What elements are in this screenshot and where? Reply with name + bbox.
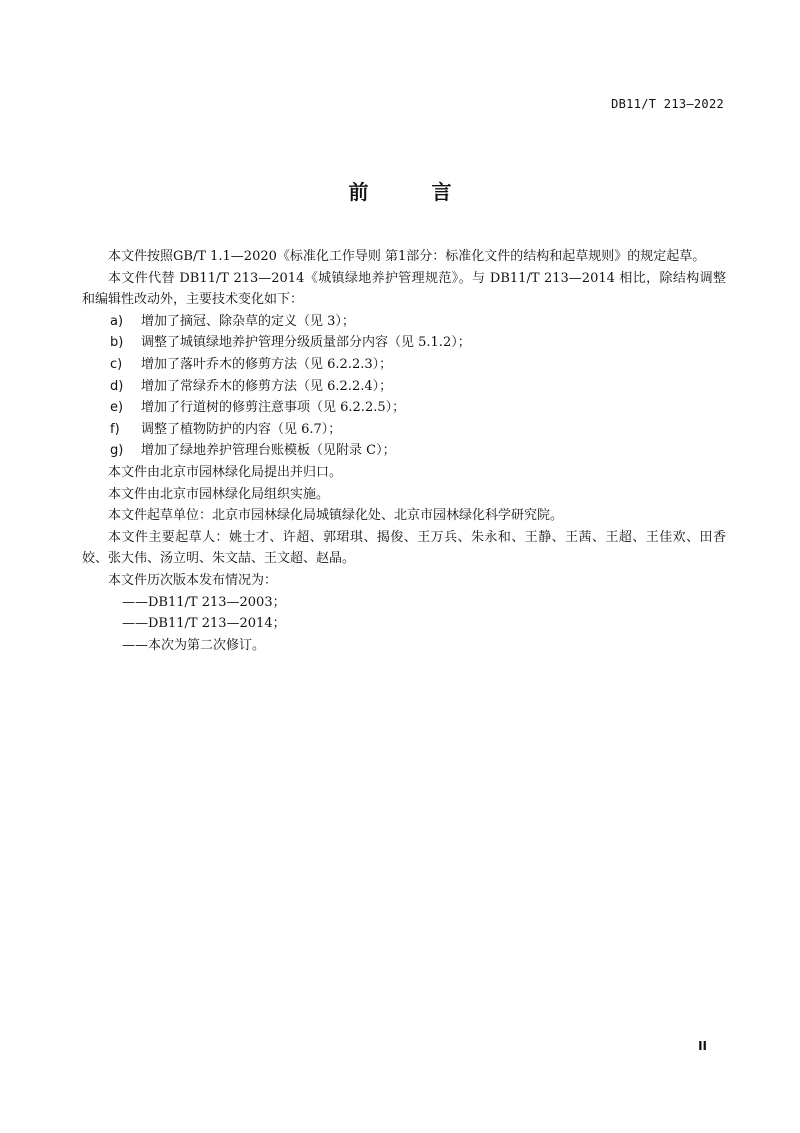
paragraph-drafters: 本文件主要起草人：姚士才、许超、郭珺琪、揭俊、王万兵、朱永和、王静、王茜、王超、王佳欢、田香姣、张大伟、汤立明、朱文喆、王文超、赵晶。 <box>82 529 726 567</box>
history-item: ——本次为第二次修订。 <box>122 637 266 653</box>
change-item-b <box>82 332 726 354</box>
change-list <box>82 311 726 462</box>
list-marker: c) <box>110 356 123 372</box>
page-number: II <box>698 1039 707 1053</box>
list-item-text: 增加了行道树的修剪注意事项（见 6.2.2.5）； <box>141 400 406 416</box>
paragraph-implementer: 本文件由北京市园林绿化局组织实施。 <box>108 486 330 502</box>
change-item-d <box>82 376 726 398</box>
list-marker: g) <box>110 443 124 459</box>
list-marker: b) <box>110 335 124 351</box>
history-item: ——DB11/T 213—2014； <box>122 616 286 632</box>
change-item-c <box>82 354 726 376</box>
change-item-f <box>82 419 726 441</box>
list-marker: e) <box>110 400 124 416</box>
page-title: 前 言 <box>348 180 480 204</box>
list-marker: a) <box>110 313 124 329</box>
document-code: DB11/T 213—2022 <box>611 97 724 111</box>
history-item: ——DB11/T 213—2003； <box>122 594 286 610</box>
list-item-text: 调整了城镇绿地养护管理分级质量部分内容（见 5.1.2）； <box>141 335 471 351</box>
list-marker: d) <box>110 378 124 394</box>
list-marker: f) <box>110 421 120 437</box>
history-list <box>82 592 726 657</box>
list-item-text: 调整了植物防护的内容（见 6.7）； <box>141 421 342 437</box>
foreword-body <box>82 246 726 656</box>
list-item-text: 增加了常绿乔木的修剪方法（见 6.2.2.4）； <box>141 378 393 394</box>
paragraph-version-history: 本文件历次版本发布情况为： <box>108 572 278 588</box>
list-item-text: 增加了绿地养护管理台账模板（见附录 C）； <box>141 443 396 459</box>
change-item-a <box>82 311 726 333</box>
list-item-text: 增加了摘冠、除杂草的定义（见 3）； <box>141 313 355 329</box>
paragraph-drafting-basis: 本文件按照GB/T 1.1—2020《标准化工作导则 第1部分：标准化文件的结构和起草规则》的规定起草。 <box>108 249 706 264</box>
paragraph-proposer: 本文件由北京市园林绿化局提出并归口。 <box>108 464 343 480</box>
paragraph-drafting-units: 本文件起草单位：北京市园林绿化局城镇绿化处、北京市园林绿化科学研究院。 <box>108 508 564 524</box>
list-item-text: 增加了落叶乔木的修剪方法（见 6.2.2.3）； <box>141 356 393 372</box>
paragraph-replacement: 本文件代替 DB11/T 213—2014《城镇绿地养护管理规范》。与 DB11/T 213—2014 相比，除结构调整和编辑性改动外，主要技术变化如下： <box>82 270 726 308</box>
change-item-e <box>82 397 726 419</box>
change-item-g <box>82 440 726 462</box>
